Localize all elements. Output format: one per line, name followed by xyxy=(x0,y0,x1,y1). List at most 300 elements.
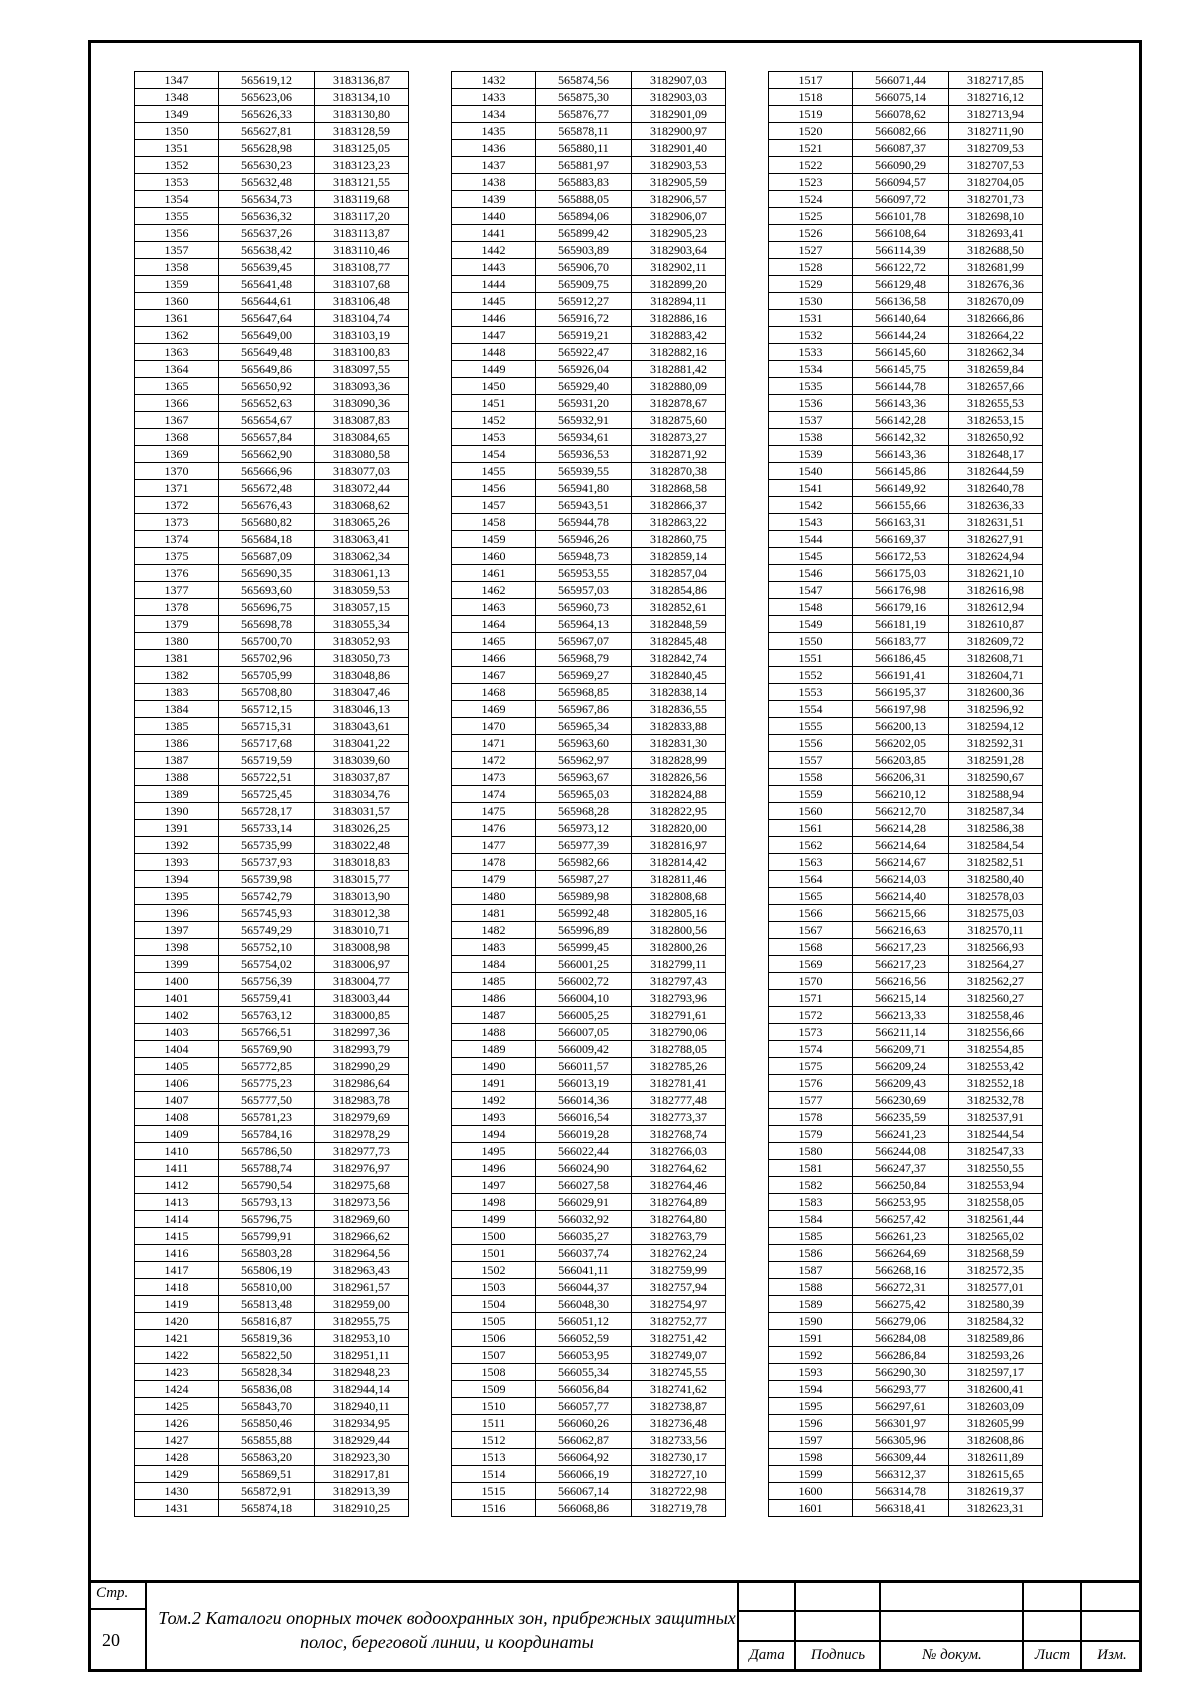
table-row xyxy=(452,293,726,310)
y-coordinate-cell: 3182840,45 xyxy=(632,667,726,684)
y-coordinate-cell: 3182676,36 xyxy=(949,276,1043,293)
table-row xyxy=(135,820,409,837)
point-number-cell: 1367 xyxy=(135,412,219,429)
table-row xyxy=(135,973,409,990)
point-number-cell: 1425 xyxy=(135,1398,219,1415)
point-number-cell: 1581 xyxy=(769,1160,853,1177)
y-coordinate-cell: 3182842,74 xyxy=(632,650,726,667)
table-row xyxy=(769,854,1043,871)
y-coordinate-cell: 3182609,72 xyxy=(949,633,1043,650)
table-row xyxy=(452,463,726,480)
point-number-cell: 1361 xyxy=(135,310,219,327)
y-coordinate-cell: 3182578,03 xyxy=(949,888,1043,905)
table-row xyxy=(135,548,409,565)
table-row xyxy=(452,888,726,905)
table-row xyxy=(135,939,409,956)
x-coordinate-cell: 566144,24 xyxy=(853,327,949,344)
table-row xyxy=(135,837,409,854)
x-coordinate-cell: 566230,69 xyxy=(853,1092,949,1109)
table-row xyxy=(135,378,409,395)
point-number-cell: 1520 xyxy=(769,123,853,140)
y-coordinate-cell: 3183103,19 xyxy=(315,327,409,344)
point-number-cell: 1580 xyxy=(769,1143,853,1160)
table-row xyxy=(452,446,726,463)
point-number-cell: 1495 xyxy=(452,1143,536,1160)
x-coordinate-cell: 565722,51 xyxy=(219,769,315,786)
point-number-cell: 1358 xyxy=(135,259,219,276)
y-coordinate-cell: 3182910,25 xyxy=(315,1500,409,1517)
table-row xyxy=(769,888,1043,905)
x-coordinate-cell: 565638,42 xyxy=(219,242,315,259)
table-row xyxy=(452,1449,726,1466)
table-row xyxy=(452,633,726,650)
table-row xyxy=(135,684,409,701)
y-coordinate-cell: 3182592,31 xyxy=(949,735,1043,752)
point-number-cell: 1438 xyxy=(452,174,536,191)
point-number-cell: 1474 xyxy=(452,786,536,803)
y-coordinate-cell: 3182900,97 xyxy=(632,123,726,140)
title-block-top-border xyxy=(88,1580,1142,1583)
point-number-cell: 1576 xyxy=(769,1075,853,1092)
point-number-cell: 1592 xyxy=(769,1347,853,1364)
table-row xyxy=(452,1092,726,1109)
y-coordinate-cell: 3182833,88 xyxy=(632,718,726,735)
table-row xyxy=(135,1177,409,1194)
y-coordinate-cell: 3182800,26 xyxy=(632,939,726,956)
title-block-divider xyxy=(1080,1580,1082,1672)
y-coordinate-cell: 3182568,59 xyxy=(949,1245,1043,1262)
point-number-cell: 1504 xyxy=(452,1296,536,1313)
x-coordinate-cell: 566060,26 xyxy=(536,1415,632,1432)
y-coordinate-cell: 3182532,78 xyxy=(949,1092,1043,1109)
table-row xyxy=(769,582,1043,599)
point-number-cell: 1426 xyxy=(135,1415,219,1432)
point-number-cell: 1359 xyxy=(135,276,219,293)
table-row xyxy=(769,1143,1043,1160)
x-coordinate-cell: 565969,27 xyxy=(536,667,632,684)
table-row xyxy=(135,735,409,752)
y-coordinate-cell: 3182986,64 xyxy=(315,1075,409,1092)
point-number-cell: 1454 xyxy=(452,446,536,463)
point-number-cell: 1452 xyxy=(452,412,536,429)
table-row xyxy=(452,1177,726,1194)
y-coordinate-cell: 3182906,57 xyxy=(632,191,726,208)
y-coordinate-cell: 3183077,03 xyxy=(315,463,409,480)
y-coordinate-cell: 3183080,58 xyxy=(315,446,409,463)
point-number-cell: 1366 xyxy=(135,395,219,412)
point-number-cell: 1420 xyxy=(135,1313,219,1330)
table-row xyxy=(135,242,409,259)
point-number-cell: 1405 xyxy=(135,1058,219,1075)
point-number-cell: 1558 xyxy=(769,769,853,786)
x-coordinate-cell: 565628,98 xyxy=(219,140,315,157)
point-number-cell: 1492 xyxy=(452,1092,536,1109)
x-coordinate-cell: 565881,97 xyxy=(536,157,632,174)
point-number-cell: 1540 xyxy=(769,463,853,480)
table-row xyxy=(135,446,409,463)
point-number-cell: 1574 xyxy=(769,1041,853,1058)
x-coordinate-cell: 566142,28 xyxy=(853,412,949,429)
y-coordinate-cell: 3182901,40 xyxy=(632,140,726,157)
point-number-cell: 1441 xyxy=(452,225,536,242)
x-coordinate-cell: 566122,72 xyxy=(853,259,949,276)
y-coordinate-cell: 3182961,57 xyxy=(315,1279,409,1296)
y-coordinate-cell: 3182670,09 xyxy=(949,293,1043,310)
point-number-cell: 1428 xyxy=(135,1449,219,1466)
point-number-cell: 1526 xyxy=(769,225,853,242)
table-row xyxy=(135,259,409,276)
table-row xyxy=(135,650,409,667)
table-row xyxy=(769,208,1043,225)
y-coordinate-cell: 3182857,04 xyxy=(632,565,726,582)
x-coordinate-cell: 566179,16 xyxy=(853,599,949,616)
table-row xyxy=(769,361,1043,378)
x-coordinate-cell: 565627,81 xyxy=(219,123,315,140)
y-coordinate-cell: 3183117,20 xyxy=(315,208,409,225)
y-coordinate-cell: 3182600,36 xyxy=(949,684,1043,701)
table-row xyxy=(135,429,409,446)
x-coordinate-cell: 566209,24 xyxy=(853,1058,949,1075)
y-coordinate-cell: 3182603,09 xyxy=(949,1398,1043,1415)
table-row xyxy=(135,225,409,242)
x-coordinate-cell: 565968,79 xyxy=(536,650,632,667)
table-row xyxy=(135,1109,409,1126)
table-row xyxy=(135,361,409,378)
y-coordinate-cell: 3182558,46 xyxy=(949,1007,1043,1024)
table-row xyxy=(769,276,1043,293)
table-row xyxy=(135,276,409,293)
x-coordinate-cell: 566210,12 xyxy=(853,786,949,803)
x-coordinate-cell: 566217,23 xyxy=(853,956,949,973)
point-number-cell: 1571 xyxy=(769,990,853,1007)
point-number-cell: 1349 xyxy=(135,106,219,123)
table-row xyxy=(769,89,1043,106)
y-coordinate-cell: 3182826,56 xyxy=(632,769,726,786)
y-coordinate-cell: 3182707,53 xyxy=(949,157,1043,174)
y-coordinate-cell: 3182561,44 xyxy=(949,1211,1043,1228)
x-coordinate-cell: 566149,92 xyxy=(853,480,949,497)
table-row xyxy=(452,514,726,531)
point-number-cell: 1392 xyxy=(135,837,219,854)
x-coordinate-cell: 565796,75 xyxy=(219,1211,315,1228)
y-coordinate-cell: 3182722,98 xyxy=(632,1483,726,1500)
x-coordinate-cell: 565946,26 xyxy=(536,531,632,548)
table-row xyxy=(769,1092,1043,1109)
table-row xyxy=(452,1245,726,1262)
table-row xyxy=(135,463,409,480)
point-number-cell: 1506 xyxy=(452,1330,536,1347)
table-row xyxy=(769,242,1043,259)
y-coordinate-cell: 3183034,76 xyxy=(315,786,409,803)
x-coordinate-cell: 566202,05 xyxy=(853,735,949,752)
table-row xyxy=(769,1364,1043,1381)
table-row xyxy=(452,72,726,89)
point-number-cell: 1582 xyxy=(769,1177,853,1194)
y-coordinate-cell: 3182763,79 xyxy=(632,1228,726,1245)
table-row xyxy=(769,1432,1043,1449)
table-row xyxy=(769,531,1043,548)
table-row xyxy=(452,1313,726,1330)
y-coordinate-cell: 3182666,86 xyxy=(949,310,1043,327)
x-coordinate-cell: 566209,71 xyxy=(853,1041,949,1058)
table-row xyxy=(135,1143,409,1160)
table-row xyxy=(452,565,726,582)
table-row xyxy=(452,412,726,429)
y-coordinate-cell: 3182754,97 xyxy=(632,1296,726,1313)
y-coordinate-cell: 3183084,65 xyxy=(315,429,409,446)
y-coordinate-cell: 3182580,39 xyxy=(949,1296,1043,1313)
point-number-cell: 1386 xyxy=(135,735,219,752)
point-number-cell: 1424 xyxy=(135,1381,219,1398)
table-row xyxy=(135,310,409,327)
point-number-cell: 1410 xyxy=(135,1143,219,1160)
x-coordinate-cell: 565626,33 xyxy=(219,106,315,123)
y-coordinate-cell: 3182757,94 xyxy=(632,1279,726,1296)
y-coordinate-cell: 3182553,94 xyxy=(949,1177,1043,1194)
x-coordinate-cell: 566264,69 xyxy=(853,1245,949,1262)
y-coordinate-cell: 3182808,68 xyxy=(632,888,726,905)
x-coordinate-cell: 565641,48 xyxy=(219,276,315,293)
x-coordinate-cell: 565735,99 xyxy=(219,837,315,854)
point-number-cell: 1442 xyxy=(452,242,536,259)
point-number-cell: 1536 xyxy=(769,395,853,412)
point-number-cell: 1377 xyxy=(135,582,219,599)
point-number-cell: 1505 xyxy=(452,1313,536,1330)
y-coordinate-cell: 3183087,83 xyxy=(315,412,409,429)
x-coordinate-cell: 565769,90 xyxy=(219,1041,315,1058)
point-number-cell: 1514 xyxy=(452,1466,536,1483)
x-coordinate-cell: 565649,86 xyxy=(219,361,315,378)
y-coordinate-cell: 3182608,71 xyxy=(949,650,1043,667)
x-coordinate-cell: 565684,18 xyxy=(219,531,315,548)
y-coordinate-cell: 3182572,35 xyxy=(949,1262,1043,1279)
point-number-cell: 1462 xyxy=(452,582,536,599)
point-number-cell: 1513 xyxy=(452,1449,536,1466)
table-row xyxy=(135,752,409,769)
point-number-cell: 1360 xyxy=(135,293,219,310)
table-row xyxy=(135,1245,409,1262)
x-coordinate-cell: 565965,34 xyxy=(536,718,632,735)
table-row xyxy=(769,72,1043,89)
table-row xyxy=(769,837,1043,854)
x-coordinate-cell: 565869,51 xyxy=(219,1466,315,1483)
point-number-cell: 1412 xyxy=(135,1177,219,1194)
x-coordinate-cell: 566318,41 xyxy=(853,1500,949,1517)
point-number-cell: 1369 xyxy=(135,446,219,463)
point-number-cell: 1378 xyxy=(135,599,219,616)
point-number-cell: 1575 xyxy=(769,1058,853,1075)
y-coordinate-cell: 3182709,53 xyxy=(949,140,1043,157)
x-coordinate-cell: 565822,50 xyxy=(219,1347,315,1364)
x-coordinate-cell: 566009,42 xyxy=(536,1041,632,1058)
y-coordinate-cell: 3182852,61 xyxy=(632,599,726,616)
title-block-divider xyxy=(794,1580,796,1672)
x-coordinate-cell: 566211,14 xyxy=(853,1024,949,1041)
table-row xyxy=(452,616,726,633)
y-coordinate-cell: 3182745,55 xyxy=(632,1364,726,1381)
table-row xyxy=(135,140,409,157)
table-row xyxy=(769,1211,1043,1228)
table-row xyxy=(452,1381,726,1398)
x-coordinate-cell: 566286,84 xyxy=(853,1347,949,1364)
y-coordinate-cell: 3182636,33 xyxy=(949,497,1043,514)
y-coordinate-cell: 3183057,15 xyxy=(315,599,409,616)
point-number-cell: 1403 xyxy=(135,1024,219,1041)
table-row xyxy=(452,1228,726,1245)
x-coordinate-cell: 565708,80 xyxy=(219,684,315,701)
point-number-cell: 1427 xyxy=(135,1432,219,1449)
point-number-cell: 1389 xyxy=(135,786,219,803)
table-row xyxy=(452,225,726,242)
point-number-cell: 1489 xyxy=(452,1041,536,1058)
table-row xyxy=(452,395,726,412)
table-row xyxy=(769,293,1043,310)
table-row xyxy=(769,1109,1043,1126)
table-row xyxy=(452,497,726,514)
x-coordinate-cell: 565623,06 xyxy=(219,89,315,106)
y-coordinate-cell: 3182591,28 xyxy=(949,752,1043,769)
table-row xyxy=(452,1296,726,1313)
x-coordinate-cell: 566090,29 xyxy=(853,157,949,174)
point-number-cell: 1567 xyxy=(769,922,853,939)
table-row xyxy=(452,276,726,293)
y-coordinate-cell: 3182899,20 xyxy=(632,276,726,293)
x-coordinate-cell: 566145,86 xyxy=(853,463,949,480)
table-row xyxy=(452,701,726,718)
y-coordinate-cell: 3182793,96 xyxy=(632,990,726,1007)
table-row xyxy=(769,480,1043,497)
x-coordinate-cell: 566213,33 xyxy=(853,1007,949,1024)
point-number-cell: 1457 xyxy=(452,497,536,514)
x-coordinate-cell: 565696,75 xyxy=(219,599,315,616)
point-number-cell: 1362 xyxy=(135,327,219,344)
x-coordinate-cell: 565934,61 xyxy=(536,429,632,446)
point-number-cell: 1547 xyxy=(769,582,853,599)
point-number-cell: 1475 xyxy=(452,803,536,820)
table-row xyxy=(135,344,409,361)
x-coordinate-cell: 565742,79 xyxy=(219,888,315,905)
x-coordinate-cell: 566056,84 xyxy=(536,1381,632,1398)
x-coordinate-cell: 566191,41 xyxy=(853,667,949,684)
point-number-cell: 1483 xyxy=(452,939,536,956)
point-number-cell: 1532 xyxy=(769,327,853,344)
x-coordinate-cell: 565878,11 xyxy=(536,123,632,140)
y-coordinate-cell: 3183093,36 xyxy=(315,378,409,395)
x-coordinate-cell: 565965,03 xyxy=(536,786,632,803)
table-row xyxy=(452,1126,726,1143)
x-coordinate-cell: 565790,54 xyxy=(219,1177,315,1194)
table-row xyxy=(452,191,726,208)
point-number-cell: 1467 xyxy=(452,667,536,684)
x-coordinate-cell: 566053,95 xyxy=(536,1347,632,1364)
x-coordinate-cell: 565784,16 xyxy=(219,1126,315,1143)
x-coordinate-cell: 565883,83 xyxy=(536,174,632,191)
y-coordinate-cell: 3182917,81 xyxy=(315,1466,409,1483)
y-coordinate-cell: 3182871,92 xyxy=(632,446,726,463)
x-coordinate-cell: 565647,64 xyxy=(219,310,315,327)
x-coordinate-cell: 566215,14 xyxy=(853,990,949,1007)
x-coordinate-cell: 566314,78 xyxy=(853,1483,949,1500)
x-coordinate-cell: 565766,51 xyxy=(219,1024,315,1041)
table-row xyxy=(769,718,1043,735)
y-coordinate-cell: 3182590,67 xyxy=(949,769,1043,786)
table-row xyxy=(769,106,1043,123)
point-number-cell: 1379 xyxy=(135,616,219,633)
table-row xyxy=(769,259,1043,276)
point-number-cell: 1400 xyxy=(135,973,219,990)
y-coordinate-cell: 3182790,06 xyxy=(632,1024,726,1041)
table-row xyxy=(135,1075,409,1092)
table-row xyxy=(769,191,1043,208)
y-coordinate-cell: 3182653,15 xyxy=(949,412,1043,429)
table-row xyxy=(135,633,409,650)
table-row xyxy=(452,1143,726,1160)
point-number-cell: 1416 xyxy=(135,1245,219,1262)
y-coordinate-cell: 3182973,56 xyxy=(315,1194,409,1211)
y-coordinate-cell: 3182558,05 xyxy=(949,1194,1043,1211)
table-row xyxy=(769,1347,1043,1364)
y-coordinate-cell: 3182741,62 xyxy=(632,1381,726,1398)
point-number-cell: 1368 xyxy=(135,429,219,446)
x-coordinate-cell: 566062,87 xyxy=(536,1432,632,1449)
y-coordinate-cell: 3182878,67 xyxy=(632,395,726,412)
point-number-cell: 1590 xyxy=(769,1313,853,1330)
y-coordinate-cell: 3183043,61 xyxy=(315,718,409,735)
point-number-cell: 1572 xyxy=(769,1007,853,1024)
point-number-cell: 1374 xyxy=(135,531,219,548)
y-coordinate-cell: 3182866,37 xyxy=(632,497,726,514)
point-number-cell: 1418 xyxy=(135,1279,219,1296)
point-number-cell: 1593 xyxy=(769,1364,853,1381)
y-coordinate-cell: 3182621,10 xyxy=(949,565,1043,582)
document-title: Том.2 Каталоги опорных точек водоохранных зон, прибрежных защитных полос, береговой линии, и координаты xyxy=(158,1608,736,1652)
y-coordinate-cell: 3182594,12 xyxy=(949,718,1043,735)
y-coordinate-cell: 3182863,22 xyxy=(632,514,726,531)
x-coordinate-cell: 566272,31 xyxy=(853,1279,949,1296)
point-number-cell: 1531 xyxy=(769,310,853,327)
x-coordinate-cell: 565650,92 xyxy=(219,378,315,395)
x-coordinate-cell: 565872,91 xyxy=(219,1483,315,1500)
y-coordinate-cell: 3182906,07 xyxy=(632,208,726,225)
table-row xyxy=(769,514,1043,531)
y-coordinate-cell: 3182662,34 xyxy=(949,344,1043,361)
table-row xyxy=(135,293,409,310)
coordinates-table-3 xyxy=(768,71,1043,1517)
x-coordinate-cell: 566215,66 xyxy=(853,905,949,922)
table-row xyxy=(769,905,1043,922)
point-number-cell: 1533 xyxy=(769,344,853,361)
point-number-cell: 1527 xyxy=(769,242,853,259)
table-row xyxy=(135,956,409,973)
table-row xyxy=(769,1245,1043,1262)
x-coordinate-cell: 566235,59 xyxy=(853,1109,949,1126)
point-number-cell: 1384 xyxy=(135,701,219,718)
y-coordinate-cell: 3183015,77 xyxy=(315,871,409,888)
point-number-cell: 1464 xyxy=(452,616,536,633)
y-coordinate-cell: 3182880,09 xyxy=(632,378,726,395)
x-coordinate-cell: 565850,46 xyxy=(219,1415,315,1432)
x-coordinate-cell: 566275,42 xyxy=(853,1296,949,1313)
point-number-cell: 1351 xyxy=(135,140,219,157)
y-coordinate-cell: 3182650,92 xyxy=(949,429,1043,446)
y-coordinate-cell: 3182547,33 xyxy=(949,1143,1043,1160)
y-coordinate-cell: 3182903,64 xyxy=(632,242,726,259)
y-coordinate-cell: 3182768,74 xyxy=(632,1126,726,1143)
table-row xyxy=(452,1398,726,1415)
table-row xyxy=(769,1415,1043,1432)
table-row xyxy=(452,1330,726,1347)
table-row xyxy=(135,1330,409,1347)
